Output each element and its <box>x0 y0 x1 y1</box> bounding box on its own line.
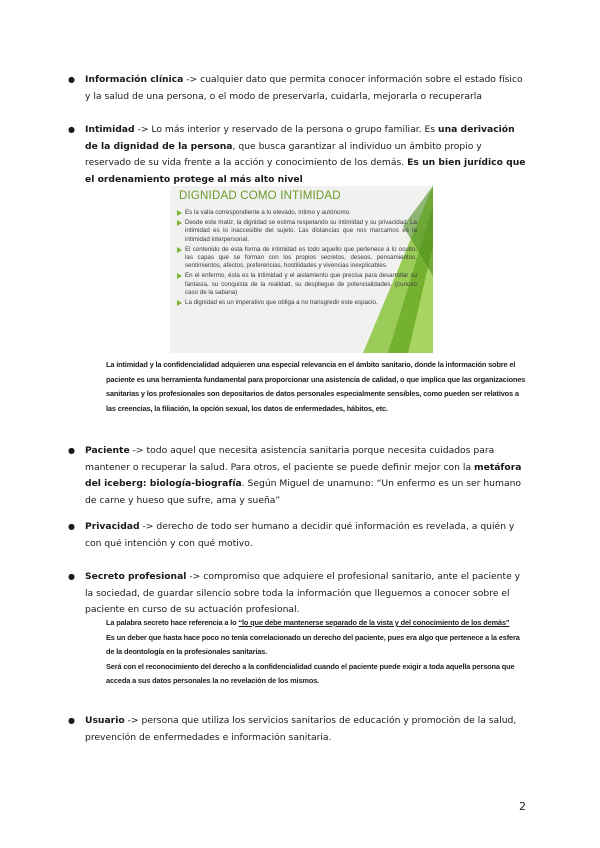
slide-bullet <box>177 219 417 244</box>
secreto-note-text: Es un deber que hasta hace poco no tenía correlacionado un derecho del paciente, pues era algo que pertenece a la esfera de la deontología en la profesionales sanitarias. <box>106 632 520 657</box>
slide-bullet-text: Es la valía correspondiente a lo elevado, íntimo y autónomo. <box>185 209 351 216</box>
term: Paciente <box>85 445 130 456</box>
definition-text: , que busca garantizar al individuo un ámbito propio y reservado de su vida frente a la acción y conocimiento de los demás. <box>85 140 482 168</box>
definition-intimidad <box>68 122 530 188</box>
triangle-bullet-icon <box>177 220 182 226</box>
bullet-icon: ● <box>68 716 75 725</box>
definition-text: -> compromiso que adquiere el profesional sanitario, ante el paciente y la sociedad, de guardar silencio sobre toda la información que lleguemos a conocer sobre el paciente en curso de su actuación profesional. <box>85 571 521 615</box>
bullet-icon: ● <box>68 522 75 531</box>
bullet-icon: ● <box>68 446 75 455</box>
slide-title: DIGNIDAD COMO INTIMIDAD <box>179 190 341 202</box>
page-number: 2 <box>519 800 526 813</box>
slide-bullet <box>177 299 417 307</box>
definition-bold: metáfora del iceberg: biología-biografía <box>85 461 522 489</box>
definition-text: -> cualquier dato que permita conocer información sobre el estado físico y la salud de una persona, o el modo de preservarla, cuidarla, mejorarla o recuperarla <box>85 74 523 102</box>
triangle-bullet-icon <box>177 300 182 306</box>
term: Información clínica <box>85 74 184 85</box>
slide-bullet <box>177 209 417 217</box>
slide-bullet-text: Desde este matiz, la dignidad se estima respetando su intimidad y su privacidad. La intimidad es lo inaccesible del sujeto. Las distancias que nos marcamos es la intimidad interpersonal. <box>185 219 417 243</box>
slide-bullet-text: El contenido de esta forma de intimidad es todo aquello que pertenece a lo oculto, las capas que se forman con los propios secretos, deseos, pensamientos, sentimientos, afectos, preferencias, hostilidades y vivencias inexplicables. <box>185 245 417 270</box>
definition-usuario <box>68 713 530 746</box>
definition-bold: una derivación de la dignidad de la persona <box>85 124 515 152</box>
bullet-icon: ● <box>68 572 75 581</box>
definition-informacion-clinica <box>68 72 530 105</box>
definition-bold: Es un bien jurídico que el ordenamiento protege al más alto nivel <box>85 157 526 185</box>
definition-paciente <box>68 443 530 509</box>
secreto-note-text: Será con el reconocimiento del derecho a la confidencialidad cuando el paciente puede exigir a toda aquella persona que acceda a sus datos personales la no revelación de los mismos. <box>106 661 515 686</box>
slide-bullets <box>177 209 417 309</box>
intimidad-note: La intimidad y la confidencialidad adquieren una especial relevancia en el ámbito sanitario, donde la información sobre el paciente es una herramienta fundamental para proporcionar una asistencia de calidad, o que implica que las organizaciones sanitarias y los profesionales son depositarios de datos personales especialmente sensibles, como pueden ser relativos a las creencias, la filiación, la opción sexual, los datos de enfermedades, hábitos, etc. <box>106 360 526 413</box>
slide-bullet-text: En el enfermo, ésta es la intimidad y el aislamiento que precisa para desarrollar su fantasía, su conquista de la realidad, su despliegue de potencialidades. (curioso caso de la sabana) <box>185 272 417 296</box>
definition-text: -> todo aquel que necesita asistencia sanitaria porque necesita cuidados para mantener o recuperar la salud. Para otros, el paciente se puede definir mejor con la <box>85 445 495 473</box>
secreto-note <box>106 616 526 689</box>
secreto-quote: “lo que debe mantenerse separado de la vista y del conocimiento de los demás” <box>238 618 510 627</box>
definition-secreto-profesional <box>68 569 530 619</box>
triangle-bullet-icon <box>177 247 182 253</box>
slide-bullet-text: La dignidad es un imperativo que obliga a no transgredir este espacio. <box>185 299 378 307</box>
triangle-bullet-icon <box>177 273 182 279</box>
slide-bullet <box>177 272 417 297</box>
secreto-note-text: La palabra secreto hace referencia a lo <box>106 618 239 627</box>
definition-text: -> Lo más interior y reservado de la persona o grupo familiar. Es <box>134 124 439 135</box>
bullet-icon: ● <box>68 125 75 134</box>
definition-text: . Según Miguel de unamuno: “Un enfermo es un ser humano de carne y hueso que sufre, ama y sueña” <box>85 478 522 506</box>
term: Intimidad <box>85 124 135 135</box>
definition-text: -> derecho de todo ser humano a decidir qué información es revelada, a quién y con qué intención y con qué motivo. <box>85 521 515 549</box>
definition-privacidad <box>68 519 530 552</box>
triangle-bullet-icon <box>177 210 182 216</box>
term: Privacidad <box>85 521 140 532</box>
slide-bullet <box>177 246 417 271</box>
bullet-icon: ● <box>68 75 75 84</box>
definition-text: -> persona que utiliza los servicios sanitarios de educación y promoción de la salud, prevención de enfermedades e información sanitaria. <box>85 715 517 743</box>
term: Secreto profesional <box>85 571 187 582</box>
term: Usuario <box>85 715 125 726</box>
slide-image-dignidad <box>170 186 433 353</box>
